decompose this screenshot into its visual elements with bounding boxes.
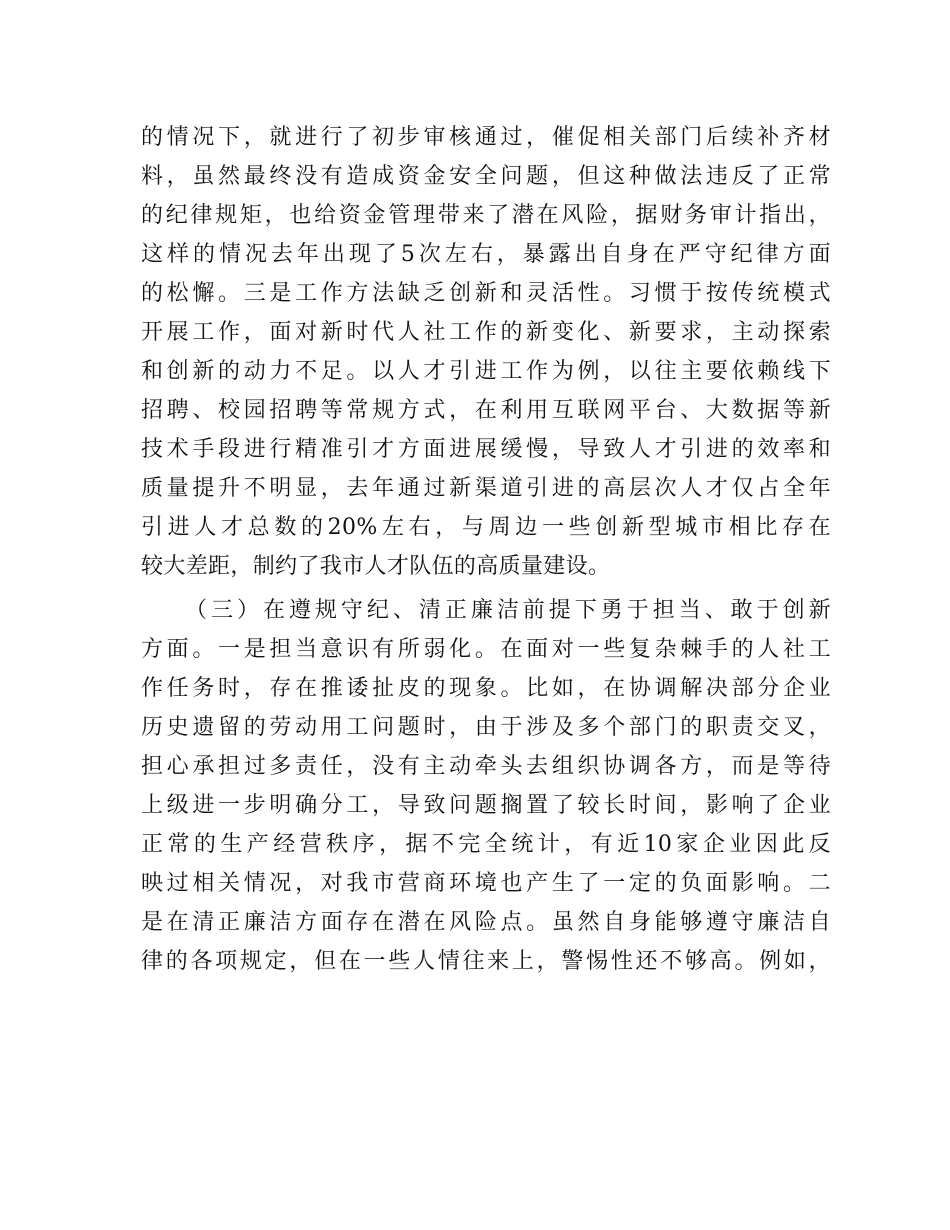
- section-heading-line: （三）在遵规守纪、清正廉洁前提下勇于担当、敢于创新: [185, 598, 831, 623]
- paragraph-1: [141, 118, 831, 586]
- text-line: 映过相关情况，对我市营商环境也产生了一定的负面影响。二: [141, 871, 831, 896]
- text-line: 的纪律规矩，也给资金管理带来了潜在风险，据财务审计指出，: [141, 203, 831, 228]
- text-line: 开展工作，面对新时代人社工作的新变化、新要求，主动探索: [141, 320, 831, 345]
- text-line: 质量提升不明显，去年通过新渠道引进的高层次人才仅占全年: [141, 476, 831, 501]
- text-line: 的松懈。三是工作方法缺乏创新和灵活性。习惯于按传统模式: [141, 281, 831, 306]
- text-line: 这样的情况去年出现了5次左右，暴露出自身在严守纪律方面: [141, 242, 831, 267]
- text-line: 作任务时，存在推诿扯皮的现象。比如，在协调解决部分企业: [141, 676, 831, 701]
- text-line: 上级进一步明确分工，导致问题搁置了较长时间，影响了企业: [141, 793, 831, 818]
- text-line: 律的各项规定，但在一些人情往来上，警惕性还不够高。例如，: [141, 949, 831, 974]
- text-line: 的情况下，就进行了初步审核通过，催促相关部门后续补齐材: [141, 125, 831, 150]
- text-line: 正常的生产经营秩序，据不完全统计，有近10家企业因此反: [141, 832, 831, 857]
- text-line: 是在清正廉洁方面存在潜在风险点。虽然自身能够遵守廉洁自: [141, 910, 831, 935]
- text-line: 引进人才总数的20%左右，与周边一些创新型城市相比存在: [141, 515, 831, 540]
- text-line: 招聘、校园招聘等常规方式，在利用互联网平台、大数据等新: [141, 398, 831, 423]
- text-line: 料，虽然最终没有造成资金安全问题，但这种做法违反了正常: [141, 164, 831, 189]
- text-line: 技术手段进行精准引才方面进展缓慢，导致人才引进的效率和: [141, 437, 831, 462]
- text-line: 历史遗留的劳动用工问题时，由于涉及多个部门的职责交叉，: [141, 715, 831, 740]
- text-line: 较大差距，制约了我市人才队伍的高质量建设。: [141, 554, 611, 579]
- text-line: 和创新的动力不足。以人才引进工作为例，以往主要依赖线下: [141, 359, 831, 384]
- body-text: [141, 118, 831, 981]
- text-line: 担心承担过多责任，没有主动牵头去组织协调各方，而是等待: [141, 754, 831, 779]
- text-line: 方面。一是担当意识有所弱化。在面对一些复杂棘手的人社工: [141, 637, 831, 662]
- paragraph-2: [141, 591, 831, 981]
